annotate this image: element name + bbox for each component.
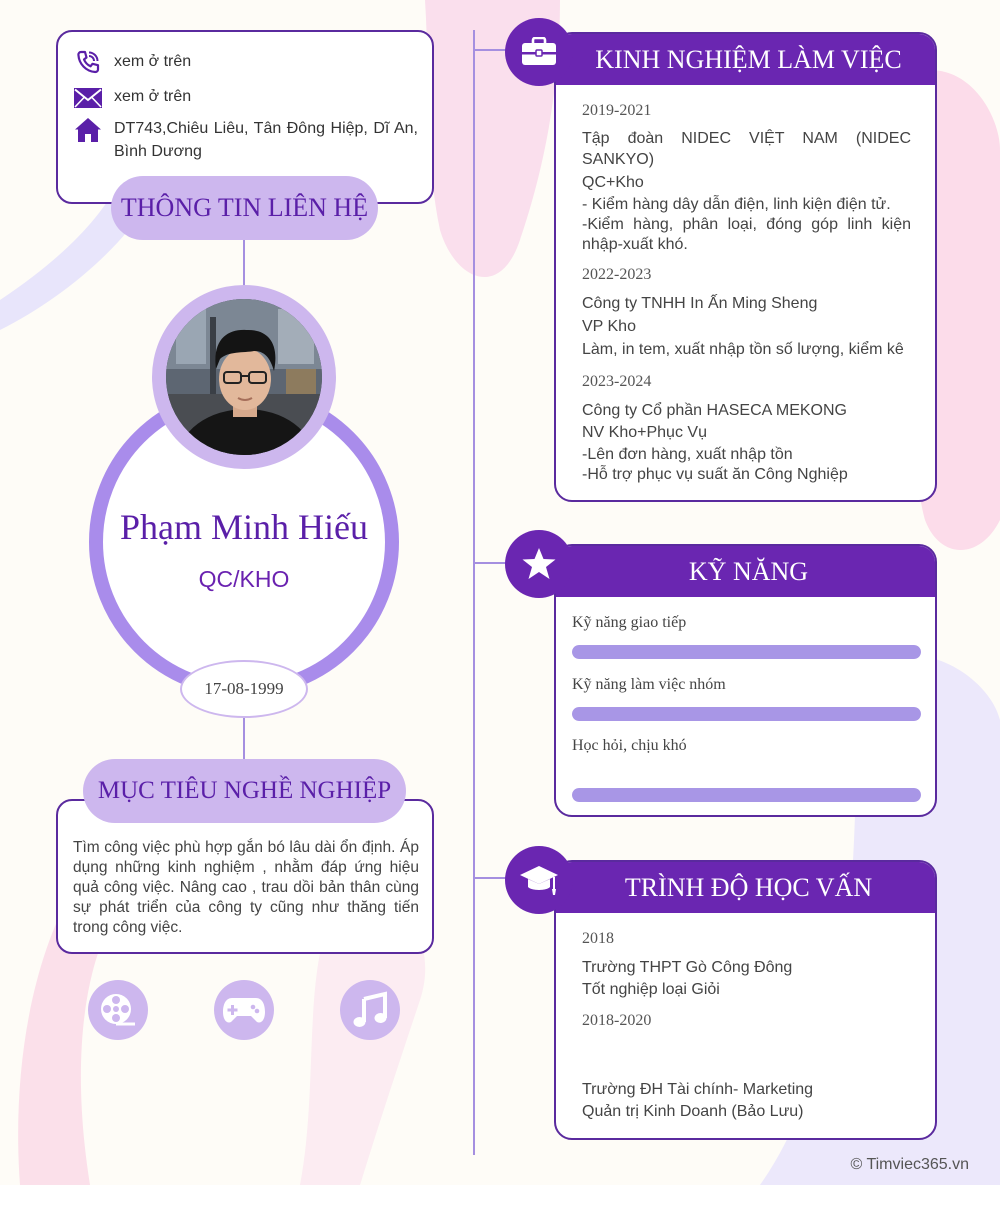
experience-description: Làm, in tem, xuất nhập tồn số lượng, kiểm kê xyxy=(582,341,904,358)
experience-company: Công ty TNHH In Ấn Ming Sheng xyxy=(582,295,818,312)
contact-address-row xyxy=(73,117,418,163)
experience-period: 2023-2024 xyxy=(582,373,652,390)
skill-bar-fill xyxy=(572,707,921,721)
star-icon xyxy=(505,530,573,598)
skills-section xyxy=(554,544,937,817)
footer-copyright: © Timviec365.vn xyxy=(850,1156,969,1173)
skill-bar xyxy=(572,645,921,659)
connector-line xyxy=(243,240,245,290)
experience-description: -Kiểm hàng, phân loại, đóng góp linh kiện nhập-xuất khó. xyxy=(582,216,911,253)
experience-company: Công ty Cổ phần HASECA MEKONG xyxy=(582,402,847,419)
education-period: 2018 xyxy=(582,930,614,947)
job-title: QC/KHO xyxy=(198,566,290,592)
timeline-line xyxy=(473,30,475,1155)
skill-bar xyxy=(572,788,921,802)
education-detail: Quản trị Kinh Doanh (Bảo Lưu) xyxy=(582,1103,804,1120)
skill-name: Kỹ năng làm việc nhóm xyxy=(572,676,726,693)
date-of-birth: 17-08-1999 xyxy=(180,660,308,718)
gamepad-icon xyxy=(214,980,274,1040)
mail-icon xyxy=(73,85,103,111)
experience-period: 2019-2021 xyxy=(582,102,652,119)
experience-description: - Kiểm hàng dây dẫn điện, linh kiện điện tử. xyxy=(582,196,891,213)
skill-bar xyxy=(572,707,921,721)
home-icon xyxy=(73,117,103,143)
film-reel-icon xyxy=(88,980,148,1040)
education-school: Trường THPT Gò Công Đông xyxy=(582,959,793,976)
contact-email-row xyxy=(73,85,418,111)
experience-entry xyxy=(582,128,911,255)
contact-section-title: THÔNG TIN LIÊN HỆ xyxy=(111,176,378,240)
music-note-icon xyxy=(340,980,400,1040)
experience-entry xyxy=(582,400,911,485)
experience-description: -Hỗ trợ phục vụ suất ăn Công Nghiệp xyxy=(582,466,848,483)
experience-description: -Lên đơn hàng, xuất nhập tồn xyxy=(582,446,793,463)
career-objective-title: MỤC TIÊU NGHỀ NGHIỆP xyxy=(83,759,406,823)
work-experience-section xyxy=(554,32,937,502)
contact-phone-row xyxy=(73,50,418,76)
skill-name: Học hỏi, chịu khó xyxy=(572,737,687,754)
work-experience-title: KINH NGHIỆM LÀM VIỆC xyxy=(556,34,935,85)
full-name: Phạm Minh Hiếu xyxy=(120,507,368,547)
experience-position: QC+Kho xyxy=(582,174,644,191)
education-entry xyxy=(582,957,911,1000)
experience-period: 2022-2023 xyxy=(582,266,652,283)
experience-position: VP Kho xyxy=(582,318,636,335)
contact-email: xem ở trên xyxy=(114,88,192,105)
skill-name: Kỹ năng giao tiếp xyxy=(572,614,687,631)
skills-title: KỸ NĂNG xyxy=(556,546,935,597)
education-detail: Tốt nghiệp loại Giỏi xyxy=(582,981,720,998)
contact-address: DT743,Chiêu Liêu, Tân Đông Hiệp, Dĩ An, Bình Dương xyxy=(114,120,418,160)
graduation-cap-icon xyxy=(505,846,573,914)
education-title: TRÌNH ĐỘ HỌC VẤN xyxy=(556,862,935,913)
education-section xyxy=(554,860,937,1140)
experience-entry xyxy=(582,293,911,360)
education-entry xyxy=(582,1079,911,1122)
skill-bar-fill xyxy=(572,788,921,802)
briefcase-icon xyxy=(505,18,573,86)
phone-icon xyxy=(73,50,103,76)
education-period: 2018-2020 xyxy=(582,1012,652,1029)
career-objective-text: Tìm công việc phù hợp gắn bó lâu dài ổn định. Áp dụng những kinh nghiệm , nhằm đáp ứng hiệu quả công việc. Nâng cao , trau dồi bản thân cùng sự phát triển của công ty cũng như thăng tiến trong công việc. xyxy=(73,839,419,936)
education-school: Trường ĐH Tài chính- Marketing xyxy=(582,1081,814,1098)
experience-position: NV Kho+Phục Vụ xyxy=(582,424,707,441)
connector-line xyxy=(243,718,245,760)
skill-bar-fill xyxy=(572,645,921,659)
contact-phone: xem ở trên xyxy=(114,53,192,70)
avatar xyxy=(166,299,322,455)
experience-company: Tập đoàn NIDEC VIỆT NAM (NIDEC SANKYO) xyxy=(582,130,911,168)
